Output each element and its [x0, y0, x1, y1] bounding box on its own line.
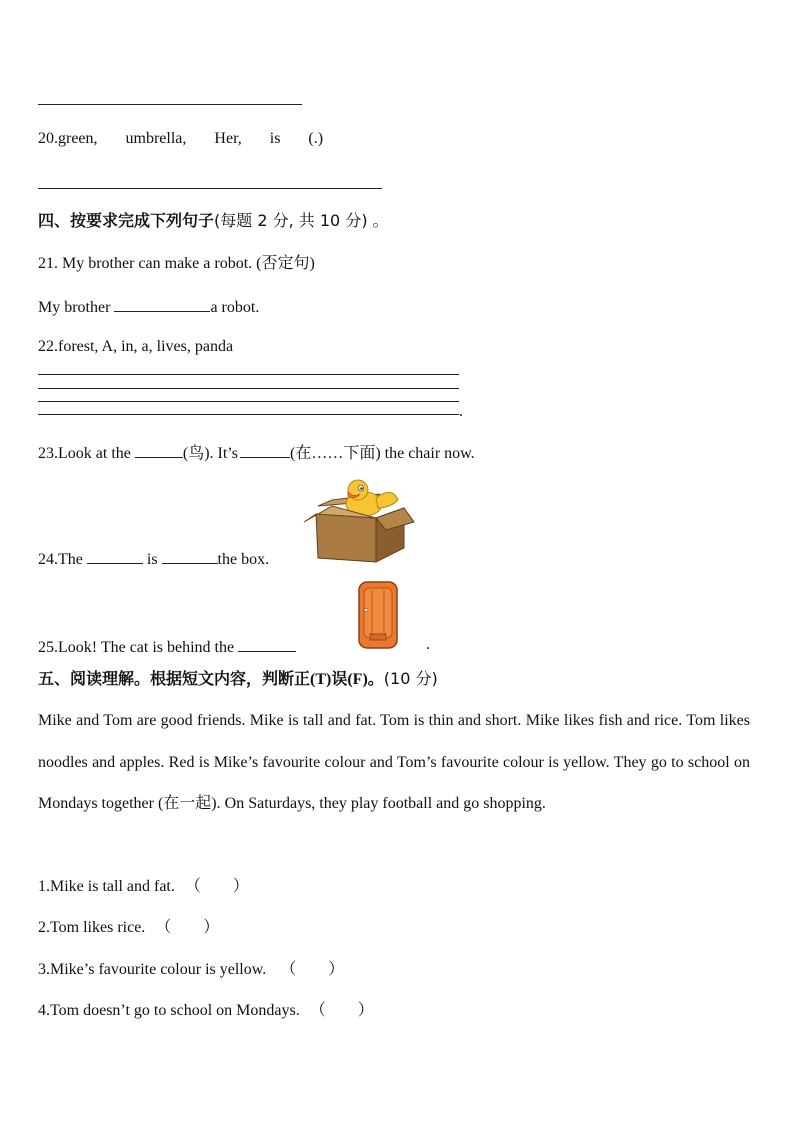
answer-line-q20[interactable] [38, 188, 382, 189]
answer-suffix: a robot. [210, 299, 260, 316]
section-title: 五、阅读理解。根据短文内容，判断正 [38, 669, 311, 688]
answer-blank[interactable] [238, 635, 296, 652]
answer-line-q22-3[interactable] [38, 401, 459, 402]
statement-text: 2.Tom likes rice. [38, 919, 146, 936]
answer-paren[interactable]: （ ） [309, 1002, 374, 1019]
answer-paren[interactable]: （ ） [155, 919, 220, 936]
answer-blank[interactable] [87, 547, 143, 564]
question-22: 22.forest, A, in, a, lives, panda [38, 338, 234, 355]
question-text: 25.Look! The cat is behind the [38, 639, 235, 656]
word-tile: is [269, 130, 281, 147]
statement-2 [38, 918, 219, 938]
section-punct: 。 [367, 669, 384, 688]
question-text: 23.Look at the [38, 445, 131, 462]
statement-text: 1.Mike is tall and fat. [38, 878, 175, 895]
section-5-heading [38, 669, 438, 690]
question-text: (鸟). It’s [182, 445, 238, 462]
statement-4 [38, 1001, 374, 1021]
true-false-label: (T)误(F) [310, 671, 368, 688]
door-icon [356, 580, 400, 650]
answer-line-q22-1[interactable] [38, 374, 459, 375]
word-tile: umbrella, [125, 130, 187, 147]
section-title: 四、按要求完成下列句子 [38, 211, 215, 230]
section-score: (10 分) [383, 669, 438, 688]
answer-paren[interactable]: （ ） [280, 961, 345, 978]
answer-blank[interactable] [162, 547, 218, 564]
reading-passage: Mike and Tom are good friends. Mike is tall and fat. Tom is thin and short. Mike likes fish and rice. Tom likes noodles and apples. Red is Mike’s favourite colour and Tom’s favourite colour is yellow. They go to school on Mondays together (在一起). On Saturdays, they play football and go shopping. [38, 712, 750, 812]
answer-blank[interactable] [114, 295, 210, 312]
answer-paren[interactable]: （ ） [184, 878, 249, 895]
duck-in-box-picture [300, 476, 416, 566]
word-tile: Her, [214, 130, 242, 147]
question-21-answer [38, 295, 259, 318]
statement-text: 4.Tom doesn’t go to school on Mondays. [38, 1002, 300, 1019]
statement-3 [38, 960, 344, 980]
answer-blank[interactable] [240, 441, 290, 458]
word-tile: green, [58, 130, 98, 147]
question-25 [38, 635, 296, 658]
statement-text: 3.Mike’s favourite colour is yellow. [38, 961, 267, 978]
duck-box-icon [300, 476, 416, 566]
period-mark: . [459, 403, 463, 420]
word-tile: (.) [308, 130, 324, 147]
question-23 [38, 441, 475, 464]
question-20 [38, 129, 323, 149]
statement-1 [38, 877, 249, 897]
question-24 [38, 547, 269, 570]
question-text: the box. [217, 551, 270, 568]
answer-prefix: My brother [38, 299, 111, 316]
answer-line-q22-2[interactable] [38, 388, 459, 389]
section-score: (每题 2 分, 共 10 分) 。 [214, 211, 389, 230]
orange-door-picture [356, 580, 400, 650]
section-4-heading [38, 211, 389, 231]
answer-blank[interactable] [135, 441, 183, 458]
answer-line-q22-4[interactable] [38, 414, 459, 415]
question-text: (在……下面) the chair now. [289, 445, 475, 462]
answer-line-q19[interactable] [38, 104, 302, 105]
period-mark: . [426, 636, 430, 653]
question-number: 20. [38, 130, 58, 147]
question-21: 21. My brother can make a robot. (否定句) [38, 255, 315, 272]
question-text: 24.The [38, 551, 83, 568]
question-text: is [146, 551, 158, 568]
